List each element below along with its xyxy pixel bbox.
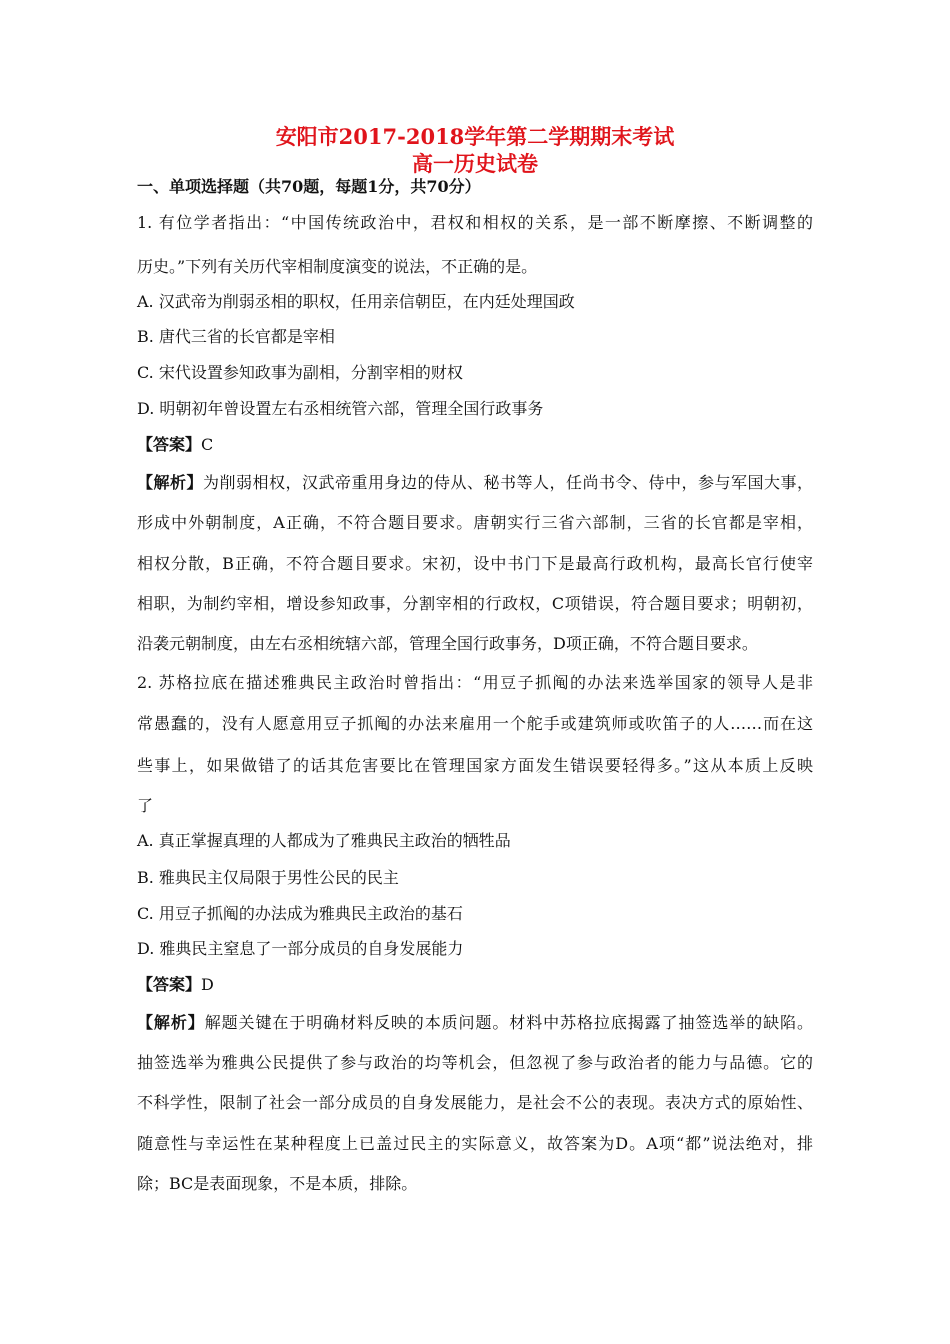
analysis-label: 【解析】: [137, 473, 203, 492]
q1-analysis-line-2: 形成中外朝制度，A正确，不符合题目要求。唐朝实行三省六部制，三省的长官都是宰相，: [137, 513, 813, 532]
analysis-text: 为削弱相权，汉武帝重用身边的侍从、秘书等人，任尚书令、侍中，参与军国大事，: [203, 473, 813, 492]
q1-analysis-line-5: 沿袭元朝制度，由左右丞相统辖六部，管理全国行政事务，D项正确，不符合题目要求。: [137, 634, 758, 653]
answer-label: 【答案】: [137, 975, 202, 994]
q2-stem-line-2: 常愚蠢的，没有人愿意用豆子抓阄的办法来雇用一个舵手或建筑师或吹笛子的人……而在这: [137, 714, 813, 733]
q2-stem-line-3: 些事上，如果做错了的话其危害要比在管理国家方面发生错误要轻得多。”这从本质上反映: [137, 756, 813, 775]
q1-answer: [137, 434, 213, 456]
analysis-text: 解题关键在于明确材料反映的本质问题。材料中苏格拉底揭露了抽签选举的缺陷。: [204, 1013, 813, 1032]
analysis-label: 【解析】: [137, 1013, 205, 1032]
q1-option-a: A. 汉武帝为削弱丞相的职权，任用亲信朝臣，在内廷处理国政: [137, 292, 575, 311]
q1-analysis-line-1: [137, 472, 813, 494]
q1-option-d: D. 明朝初年曾设置左右丞相统管六部，管理全国行政事务: [137, 399, 544, 418]
answer-value: D: [201, 975, 214, 994]
q1-analysis-line-4: 相职，为制约宰相，增设参知政事，分割宰相的行政权，C项错误，符合题目要求；明朝初，: [137, 594, 813, 613]
q2-option-a: A. 真正掌握真理的人都成为了雅典民主政治的牺牲品: [137, 831, 511, 850]
q2-option-d: D. 雅典民主窒息了一部分成员的自身发展能力: [137, 939, 464, 958]
q2-answer: [137, 974, 214, 996]
exam-title: 安阳市2017-2018学年第二学期期末考试: [275, 124, 675, 149]
answer-value: C: [201, 435, 214, 454]
answer-label: 【答案】: [137, 435, 202, 454]
q2-analysis-line-3: 不科学性，限制了社会一部分成员的自身发展能力，是社会不公的表现。表决方式的原始性、: [137, 1093, 813, 1112]
q2-analysis-line-1: [137, 1012, 813, 1034]
q2-analysis-line-5: 除；BC是表面现象，不是本质，排除。: [137, 1174, 418, 1193]
q2-option-b: B. 雅典民主仅局限于男性公民的民主: [137, 868, 399, 887]
exam-subtitle: 高一历史试卷: [412, 151, 538, 176]
q1-stem-line-2: 历史。”下列有关历代宰相制度演变的说法，不正确的是。: [137, 257, 538, 276]
q2-analysis-line-4: 随意性与幸运性在某种程度上已盖过民主的实际意义，故答案为D。A项“都”说法绝对，排: [137, 1134, 813, 1153]
q1-stem-line-1: 1. 有位学者指出：“中国传统政治中，君权和相权的关系，是一部不断摩擦、不断调整的: [137, 213, 813, 232]
q2-stem-line-1: 2. 苏格拉底在描述雅典民主政治时曾指出：“用豆子抓阄的办法来选举国家的领导人是非: [137, 673, 813, 692]
q2-option-c: C. 用豆子抓阄的办法成为雅典民主政治的基石: [137, 904, 463, 923]
q1-analysis-line-3: 相权分散，B正确，不符合题目要求。宋初，设中书门下是最高行政机构，最高长官行使宰: [137, 554, 813, 573]
q2-stem-line-4: 了: [137, 796, 154, 815]
q1-option-b: B. 唐代三省的长官都是宰相: [137, 327, 335, 346]
q1-option-c: C. 宋代设置参知政事为副相，分割宰相的财权: [137, 363, 463, 382]
q2-analysis-line-2: 抽签选举为雅典公民提供了参与政治的均等机会，但忽视了参与政治者的能力与品德。它的: [137, 1053, 813, 1072]
section-heading: 一、单项选择题（共70题，每题1分，共70分）: [137, 177, 481, 196]
